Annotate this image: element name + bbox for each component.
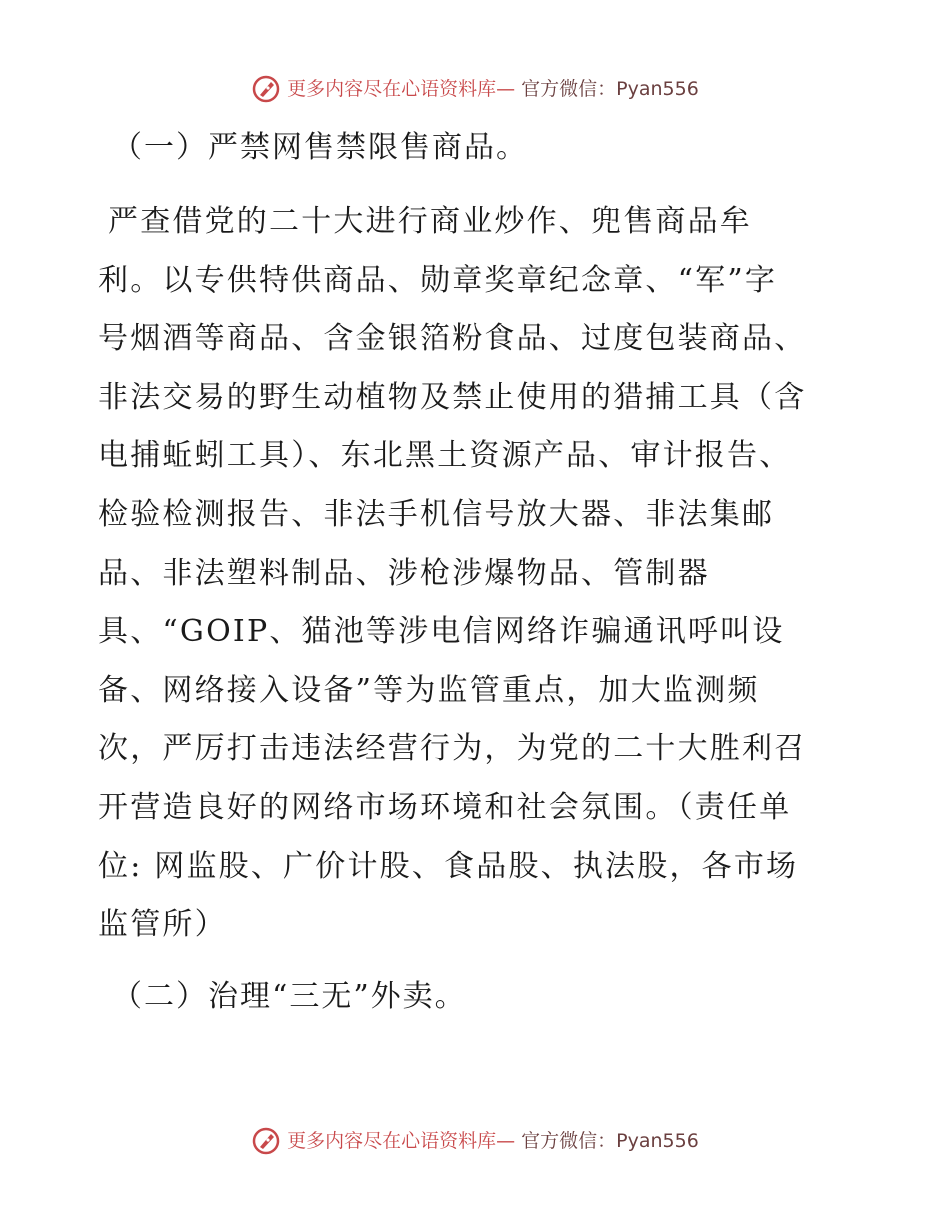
body-line: 品、非法塑料制品、涉枪涉爆物品、管制器 (98, 555, 710, 591)
body-line: 次，严厉打击违法经营行为，为党的二十大胜利召 (98, 731, 807, 767)
body-line: 检验检测报告、非法手机信号放大器、非法集邮 (98, 496, 775, 532)
body-line: 电捕蚯蚓工具）、东北黑土资源产品、审计报告、 (98, 438, 792, 474)
watermark-prefix: 更多内容尽在心语资料库— (287, 78, 516, 100)
body-line: 备、网络接入设备”等为监管重点，加大监测频 (98, 672, 760, 708)
watermark-suffix: 官方微信：Pyan556 (521, 1130, 699, 1152)
pen-nib-circle-icon (251, 1126, 281, 1156)
body-line: 非法交易的野生动植物及禁止使用的猎捕工具（含 (98, 379, 807, 415)
body-line: 监管所） (98, 907, 227, 943)
watermark-footer (0, 1126, 950, 1156)
watermark-suffix: 官方微信：Pyan556 (521, 78, 699, 100)
body-line: 位: 网监股、广价计股、食品股、执法股，各市场 (98, 848, 799, 884)
watermark-header (0, 74, 950, 104)
section-heading-2: （二）治理“三无”外卖。 (112, 979, 467, 1014)
section-heading-1: （一）严禁网售禁限售商品。 (112, 130, 528, 165)
watermark-prefix: 更多内容尽在心语资料库— (287, 1130, 516, 1152)
body-line: 利。以专供特供商品、勋章奖章纪念章、“军”字 (98, 262, 778, 298)
body-line: 开营造良好的网络市场环境和社会氛围。（责任单 (98, 789, 792, 825)
section-body-1 (98, 200, 850, 962)
pen-nib-circle-icon (251, 74, 281, 104)
body-line: 具、“GOIP、猫池等涉电信网络诈骗通讯呼叫设 (98, 614, 785, 650)
body-line: 号烟酒等商品、含金银箔粉食品、过度包装商品、 (98, 321, 807, 357)
body-line: 严查借党的二十大进行商业炒作、兜售商品牟 (108, 204, 752, 239)
